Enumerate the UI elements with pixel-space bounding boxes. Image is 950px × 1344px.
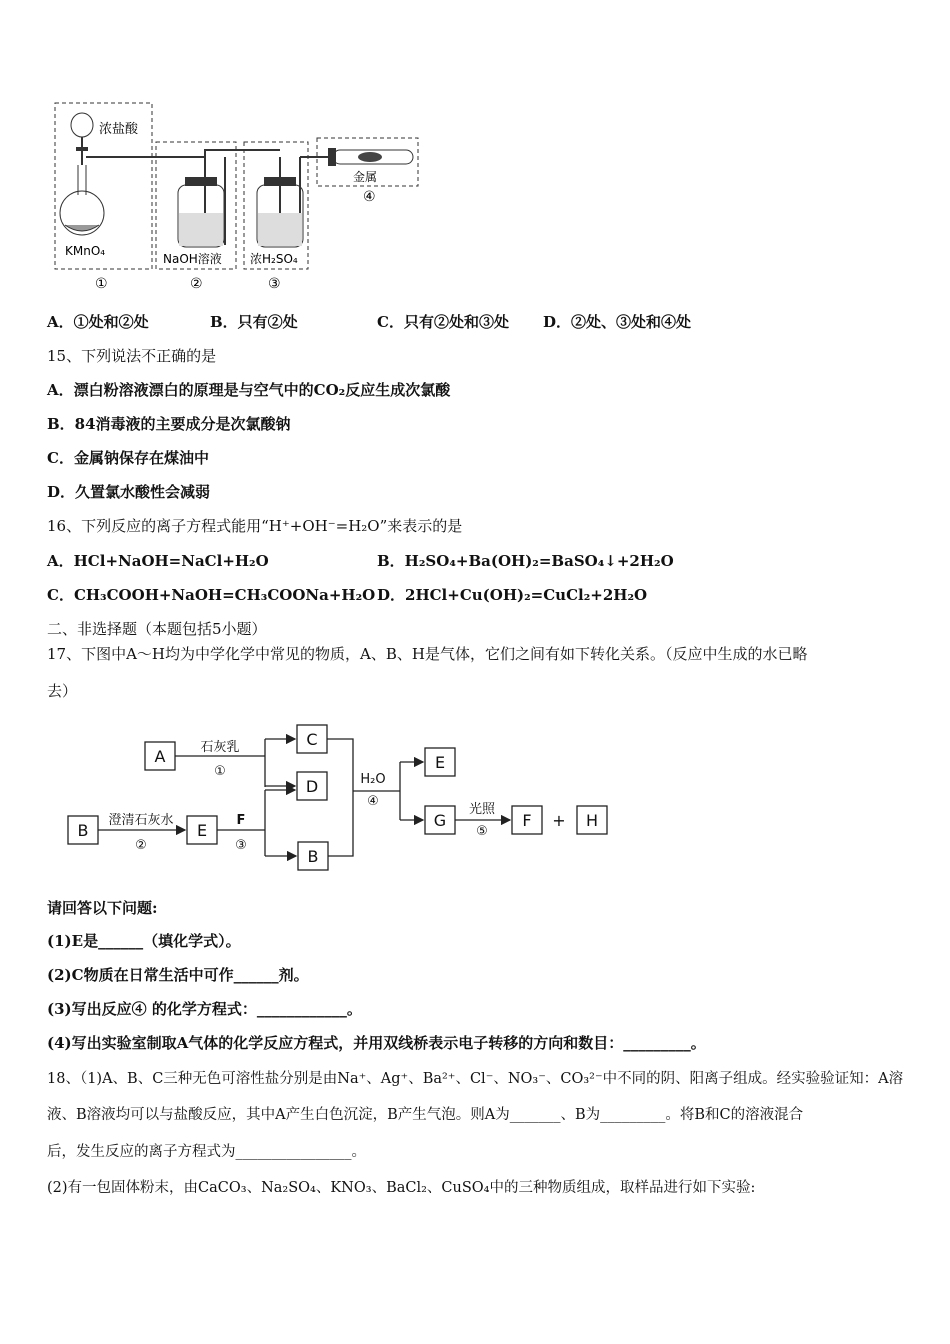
q17-ask: 请回答以下问题:	[47, 899, 158, 917]
q16-option-a: A．HCl+NaOH=NaCl+H₂O	[47, 552, 269, 570]
q16-option-d: D．2HCl+Cu(OH)₂=CuCl₂+2H₂O	[377, 586, 648, 604]
q17-sub2: (2)C物质在日常生活中可作______剂。	[47, 966, 309, 984]
q17-sub1: (1)E是______（填化学式）。	[47, 932, 241, 950]
plus-sign: +	[552, 811, 566, 830]
num-1: ①	[95, 276, 108, 292]
q16-option-b: B．H₂SO₄+Ba(OH)₂=BaSO₄↓+2H₂O	[377, 552, 674, 570]
label-naoh: NaOH溶液	[163, 252, 222, 266]
reagent-1: 石灰乳	[200, 740, 240, 755]
q15-option-c: C．金属钠保存在煤油中	[47, 449, 209, 467]
q17-stem-line2: 去）	[47, 682, 78, 700]
step-1: ①	[214, 764, 226, 779]
q17-stem-line1: 17、下图中A～H均为中学化学中常见的物质，A、B、H是气体，它们之间有如下转化关系。（反应中生成的水已略	[47, 645, 808, 663]
box-b2: B	[307, 847, 319, 866]
section-heading: 二、非选择题（本题包括5小题）	[47, 620, 267, 638]
q15-option-a: A．漂白粉溶液漂白的原理是与空气中的CO₂反应生成次氯酸	[47, 381, 451, 399]
step-5: ⑤	[476, 824, 488, 839]
box-f: F	[522, 811, 532, 830]
apparatus-diagram	[45, 95, 435, 295]
q17-sub3: (3)写出反应④ 的化学方程式：____________。	[47, 1000, 362, 1018]
q14-option-b: B．只有②处	[210, 313, 298, 331]
step-4: ④	[367, 794, 379, 809]
q16-option-c: C．CH₃COOH+NaOH=CH₃COONa+H₂O	[47, 586, 376, 604]
num-2: ②	[190, 276, 203, 292]
q17-sub4: (4)写出实验室制取A气体的化学反应方程式，并用双线桥表示电子转移的方向和数目：_________。	[47, 1034, 706, 1052]
reagent-4: H₂O	[360, 772, 386, 787]
flow-diagram	[60, 715, 620, 880]
q15-option-d: D．久置氯水酸性会减弱	[47, 483, 211, 501]
label-h2so4: 浓H₂SO₄	[250, 252, 298, 266]
box-g: G	[433, 811, 447, 830]
q15-option-b: B．84消毒液的主要成分是次氯酸钠	[47, 415, 291, 433]
q18-line3: 后，发生反应的离子方程式为________________。	[47, 1144, 366, 1160]
q14-option-a: A．①处和②处	[47, 313, 149, 331]
box-b: B	[77, 821, 89, 840]
box-h: H	[585, 811, 599, 830]
reagent-3: F	[236, 813, 246, 828]
reagent-2: 澄清石灰水	[108, 813, 174, 828]
label-kmno4: KMnO₄	[65, 244, 106, 258]
box-d: D	[305, 777, 319, 796]
reagent-5: 光照	[468, 802, 496, 817]
label-metal: 金属	[353, 170, 378, 184]
box-e-right: E	[434, 753, 446, 772]
step-3: ③	[235, 838, 247, 853]
box-a: A	[154, 747, 166, 766]
q18-line4: (2)有一包固体粉末，由CaCO₃、Na₂SO₄、KNO₃、BaCl₂、CuSO₄中的三种物质组成，取样品进行如下实验:	[47, 1180, 756, 1196]
q14-option-c: C．只有②处和③处	[377, 313, 509, 331]
q18-line2: 液、B溶液均可以与盐酸反应，其中A产生白色沉淀，B产生气泡。则A为_______、B为_________。将B和C的溶液混合	[47, 1107, 804, 1123]
q18-line1: 18、（1)A、B、C三种无色可溶性盐分别是由Na⁺、Ag⁺、Ba²⁺、Cl⁻、NO₃⁻、CO₃²⁻中不同的阴、阳离子组成。经实验验证知：A溶	[47, 1071, 904, 1087]
label-conc-hcl: 浓盐酸	[99, 122, 139, 137]
q15-stem: 15、下列说法不正确的是	[47, 347, 217, 365]
box-c: C	[306, 730, 318, 749]
q14-option-d: D．②处、③处和④处	[543, 313, 692, 331]
q16-stem: 16、下列反应的离子方程式能用“H⁺+OH⁻=H₂O”来表示的是	[47, 517, 463, 535]
step-2: ②	[135, 838, 147, 853]
num-4: ④	[363, 189, 376, 205]
num-3: ③	[268, 276, 281, 292]
box-e: E	[196, 821, 208, 840]
